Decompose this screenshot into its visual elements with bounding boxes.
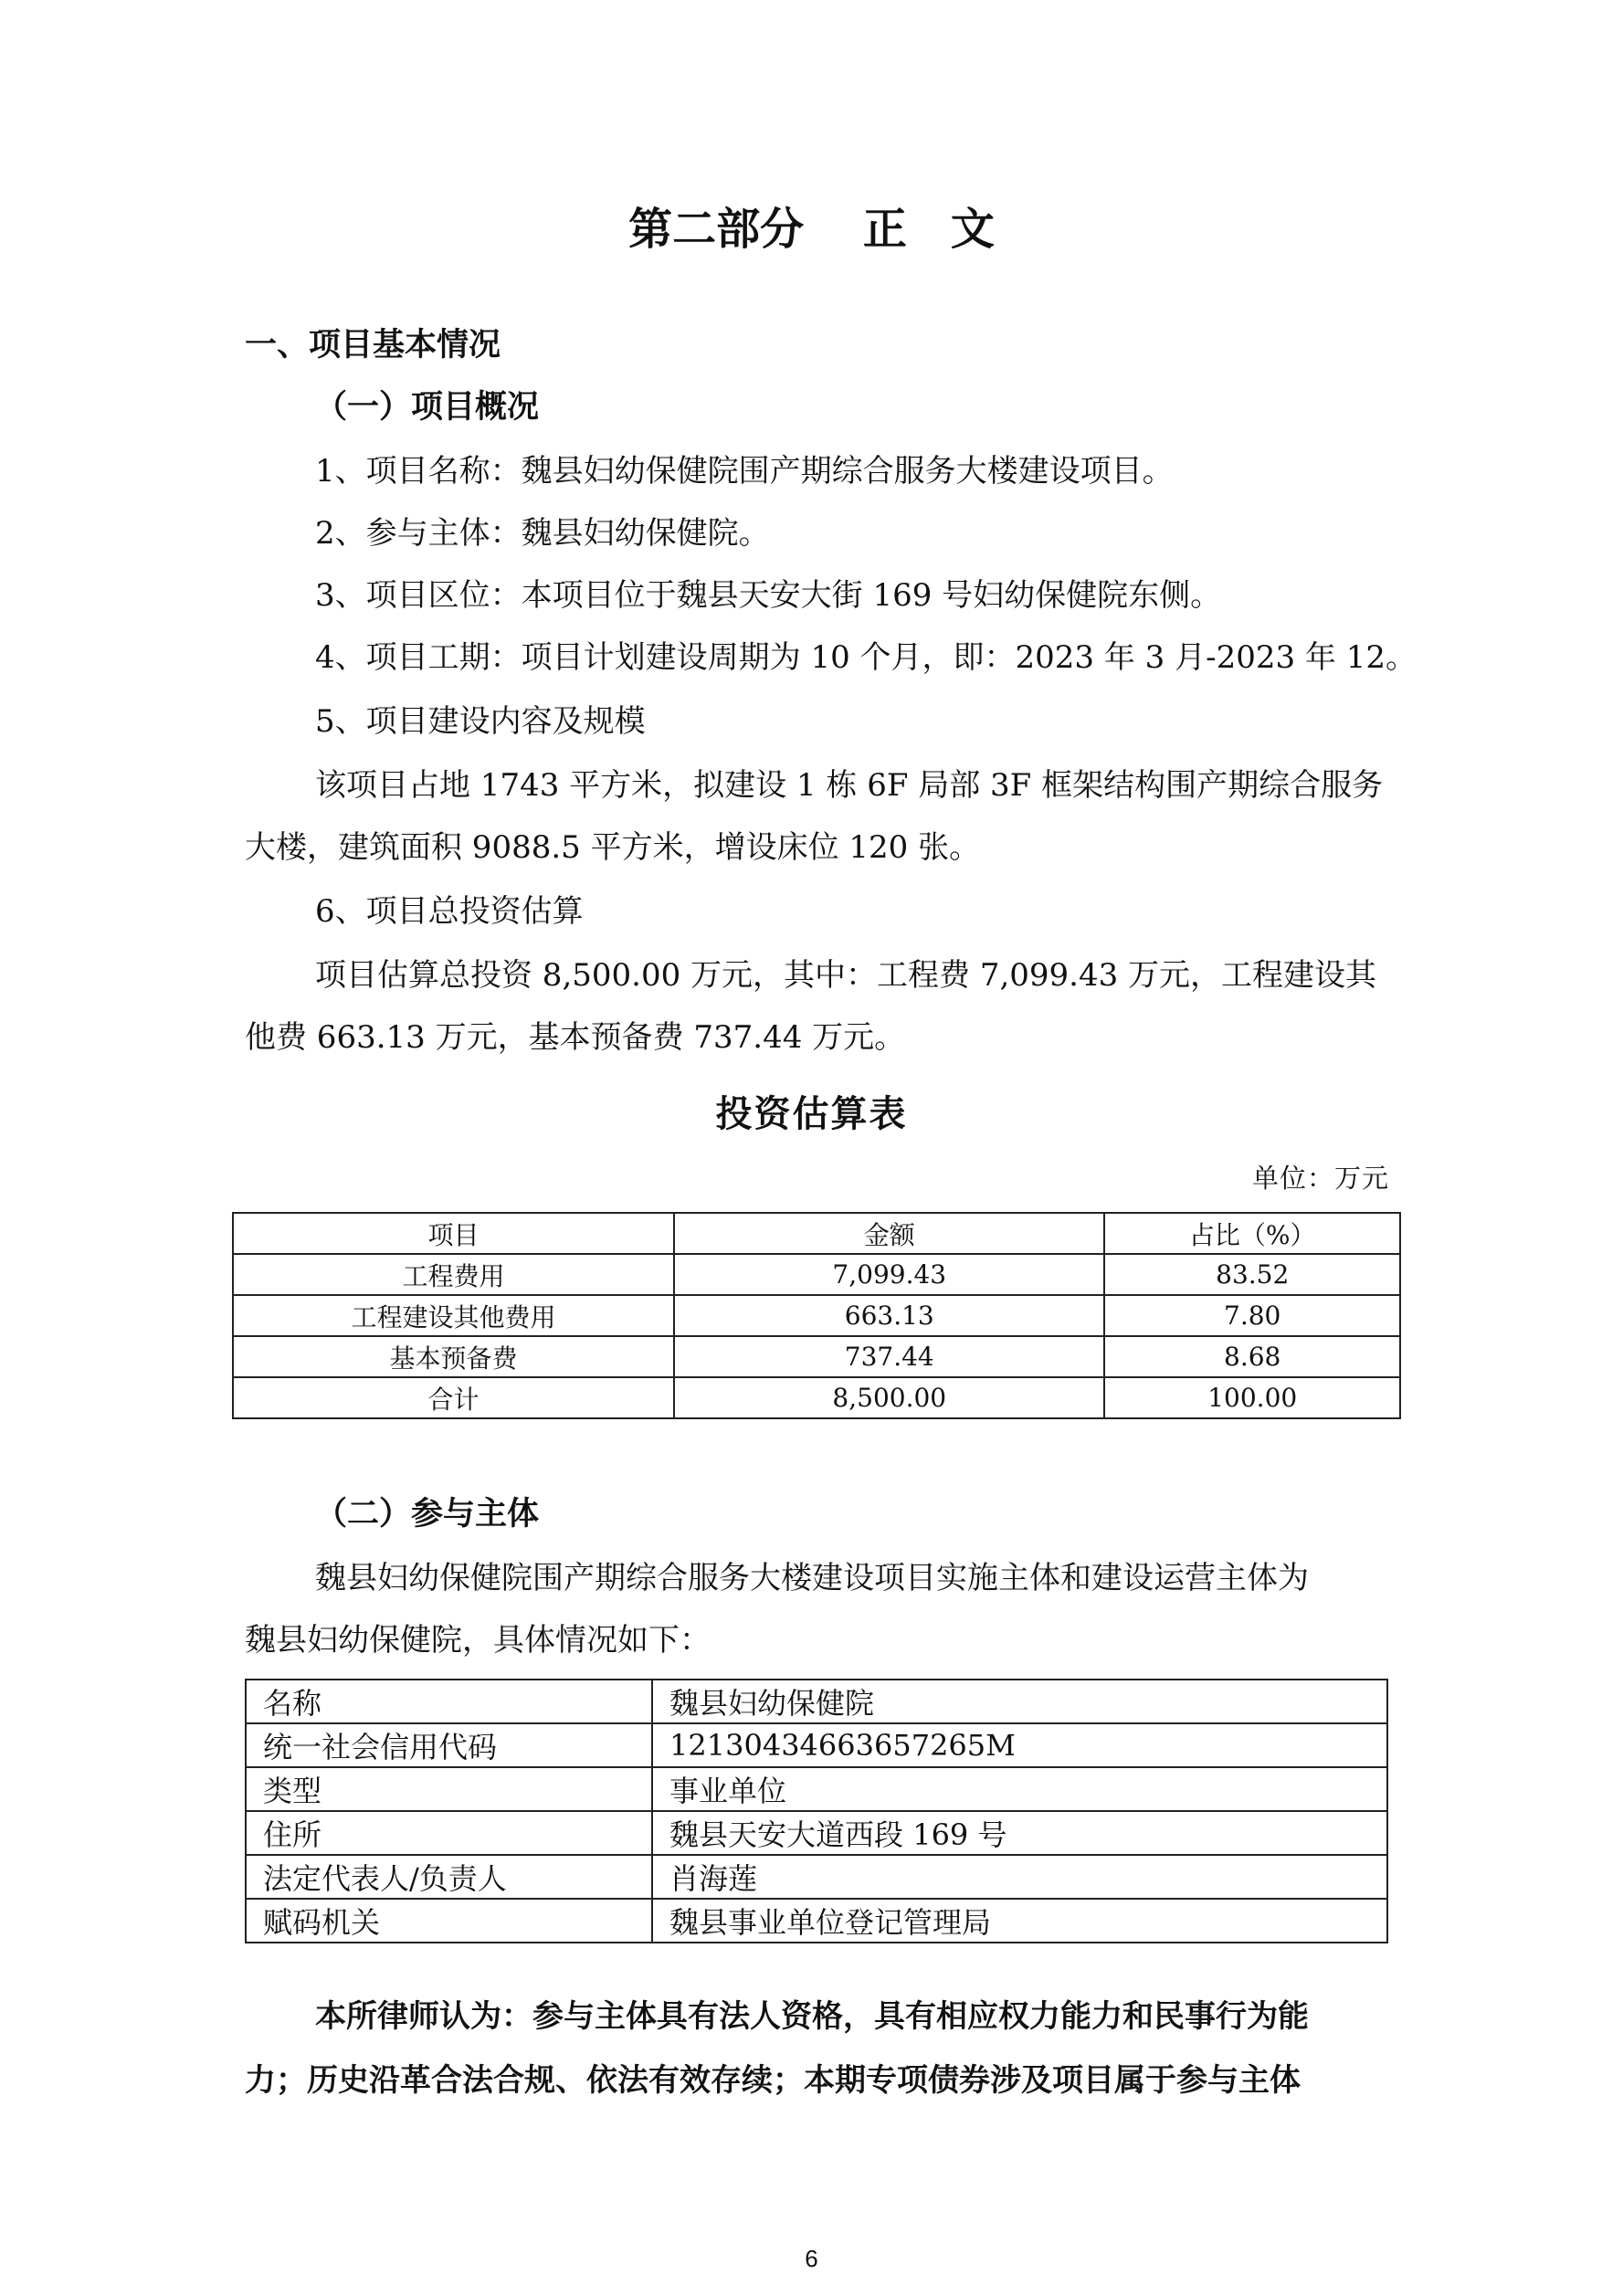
table-cell: 663.13 [674,1295,1104,1336]
subsection-heading-participant: （二）参与主体 [315,1495,540,1532]
investment-heading: 6、项目总投资估算 [315,893,584,930]
table-cell: 7,099.43 [674,1254,1104,1295]
location-line: 3、项目区位：本项目位于魏县天安大街 169 号妇幼保健院东侧。 [315,577,1222,614]
schedule-line: 4、项目工期：项目计划建设周期为 10 个月，即：2023 年 3 月-2023 年 12。 [315,639,1417,676]
table-row [246,1855,1387,1899]
table-cell: 737.44 [674,1336,1104,1377]
table-cell: 8.68 [1104,1336,1400,1377]
field-label: 赋码机关 [246,1899,652,1943]
table-header-row [233,1213,1400,1254]
table-cell: 基本预备费 [233,1336,674,1377]
section-heading: 一、项目基本情况 [245,326,501,363]
table-total-row [233,1377,1400,1418]
lawyer-opinion-line: 力；历史沿革合法合规、依法有效存续；本期专项债券涉及项目属于参与主体 [245,2062,1301,2099]
table-row [246,1899,1387,1943]
field-value: 魏县天安大道西段 169 号 [652,1811,1387,1855]
table-cell: 工程建设其他费用 [233,1295,674,1336]
field-label: 名称 [246,1680,652,1723]
table-cell: 工程费用 [233,1254,674,1295]
subsection-heading-overview: （一）项目概况 [315,388,540,426]
table-cell: 合计 [233,1377,674,1418]
table-row [233,1295,1400,1336]
field-label: 法定代表人/负责人 [246,1855,652,1899]
investment-table [232,1212,1401,1419]
investment-text-line: 他费 663.13 万元，基本预备费 737.44 万元。 [245,1019,906,1056]
lawyer-opinion-line: 本所律师认为：参与主体具有法人资格，具有相应权力能力和民事行为能 [315,1998,1309,2035]
table-row [246,1767,1387,1811]
participant-line: 2、参与主体：魏县妇幼保健院。 [315,515,770,552]
header-cell: 占比（%） [1104,1213,1400,1254]
entity-info-table [245,1679,1388,1943]
field-value: 肖海莲 [652,1855,1387,1899]
header-cell: 金额 [674,1213,1104,1254]
field-value: 魏县事业单位登记管理局 [652,1899,1387,1943]
table-cell: 7.80 [1104,1295,1400,1336]
table-cell: 83.52 [1104,1254,1400,1295]
investment-table-title: 投资估算表 [715,1092,908,1135]
field-value: 事业单位 [652,1767,1387,1811]
unit-label: 单位：万元 [1251,1163,1389,1194]
table-cell: 100.00 [1104,1377,1400,1418]
field-value: 12130434663657265M [652,1723,1387,1767]
scale-text-line: 大楼，建筑面积 9088.5 平方米，增设床位 120 张。 [245,829,981,866]
field-value: 魏县妇幼保健院 [652,1680,1387,1723]
table-row [246,1680,1387,1723]
table-row [233,1254,1400,1295]
page-title: 第二部分 正 文 [628,204,995,255]
field-label: 住所 [246,1811,652,1855]
participant-text-line: 魏县妇幼保健院，具体情况如下： [245,1622,711,1659]
project-name-line: 1、项目名称：魏县妇幼保健院围产期综合服务大楼建设项目。 [315,453,1174,490]
participant-text-line: 魏县妇幼保健院围产期综合服务大楼建设项目实施主体和建设运营主体为 [315,1560,1309,1596]
header-cell: 项目 [233,1213,674,1254]
table-row [233,1336,1400,1377]
field-label: 类型 [246,1767,652,1811]
table-cell: 8,500.00 [674,1377,1104,1418]
scale-heading: 5、项目建设内容及规模 [315,703,646,740]
table-row [246,1723,1387,1767]
investment-text-line: 项目估算总投资 8,500.00 万元，其中：工程费 7,099.43 万元，工程建设其 [315,957,1377,994]
field-label: 统一社会信用代码 [246,1723,652,1767]
scale-text-line: 该项目占地 1743 平方米，拟建设 1 栋 6F 局部 3F 框架结构围产期综合服务 [315,767,1384,804]
table-row [246,1811,1387,1855]
page-number: 6 [805,2245,818,2272]
